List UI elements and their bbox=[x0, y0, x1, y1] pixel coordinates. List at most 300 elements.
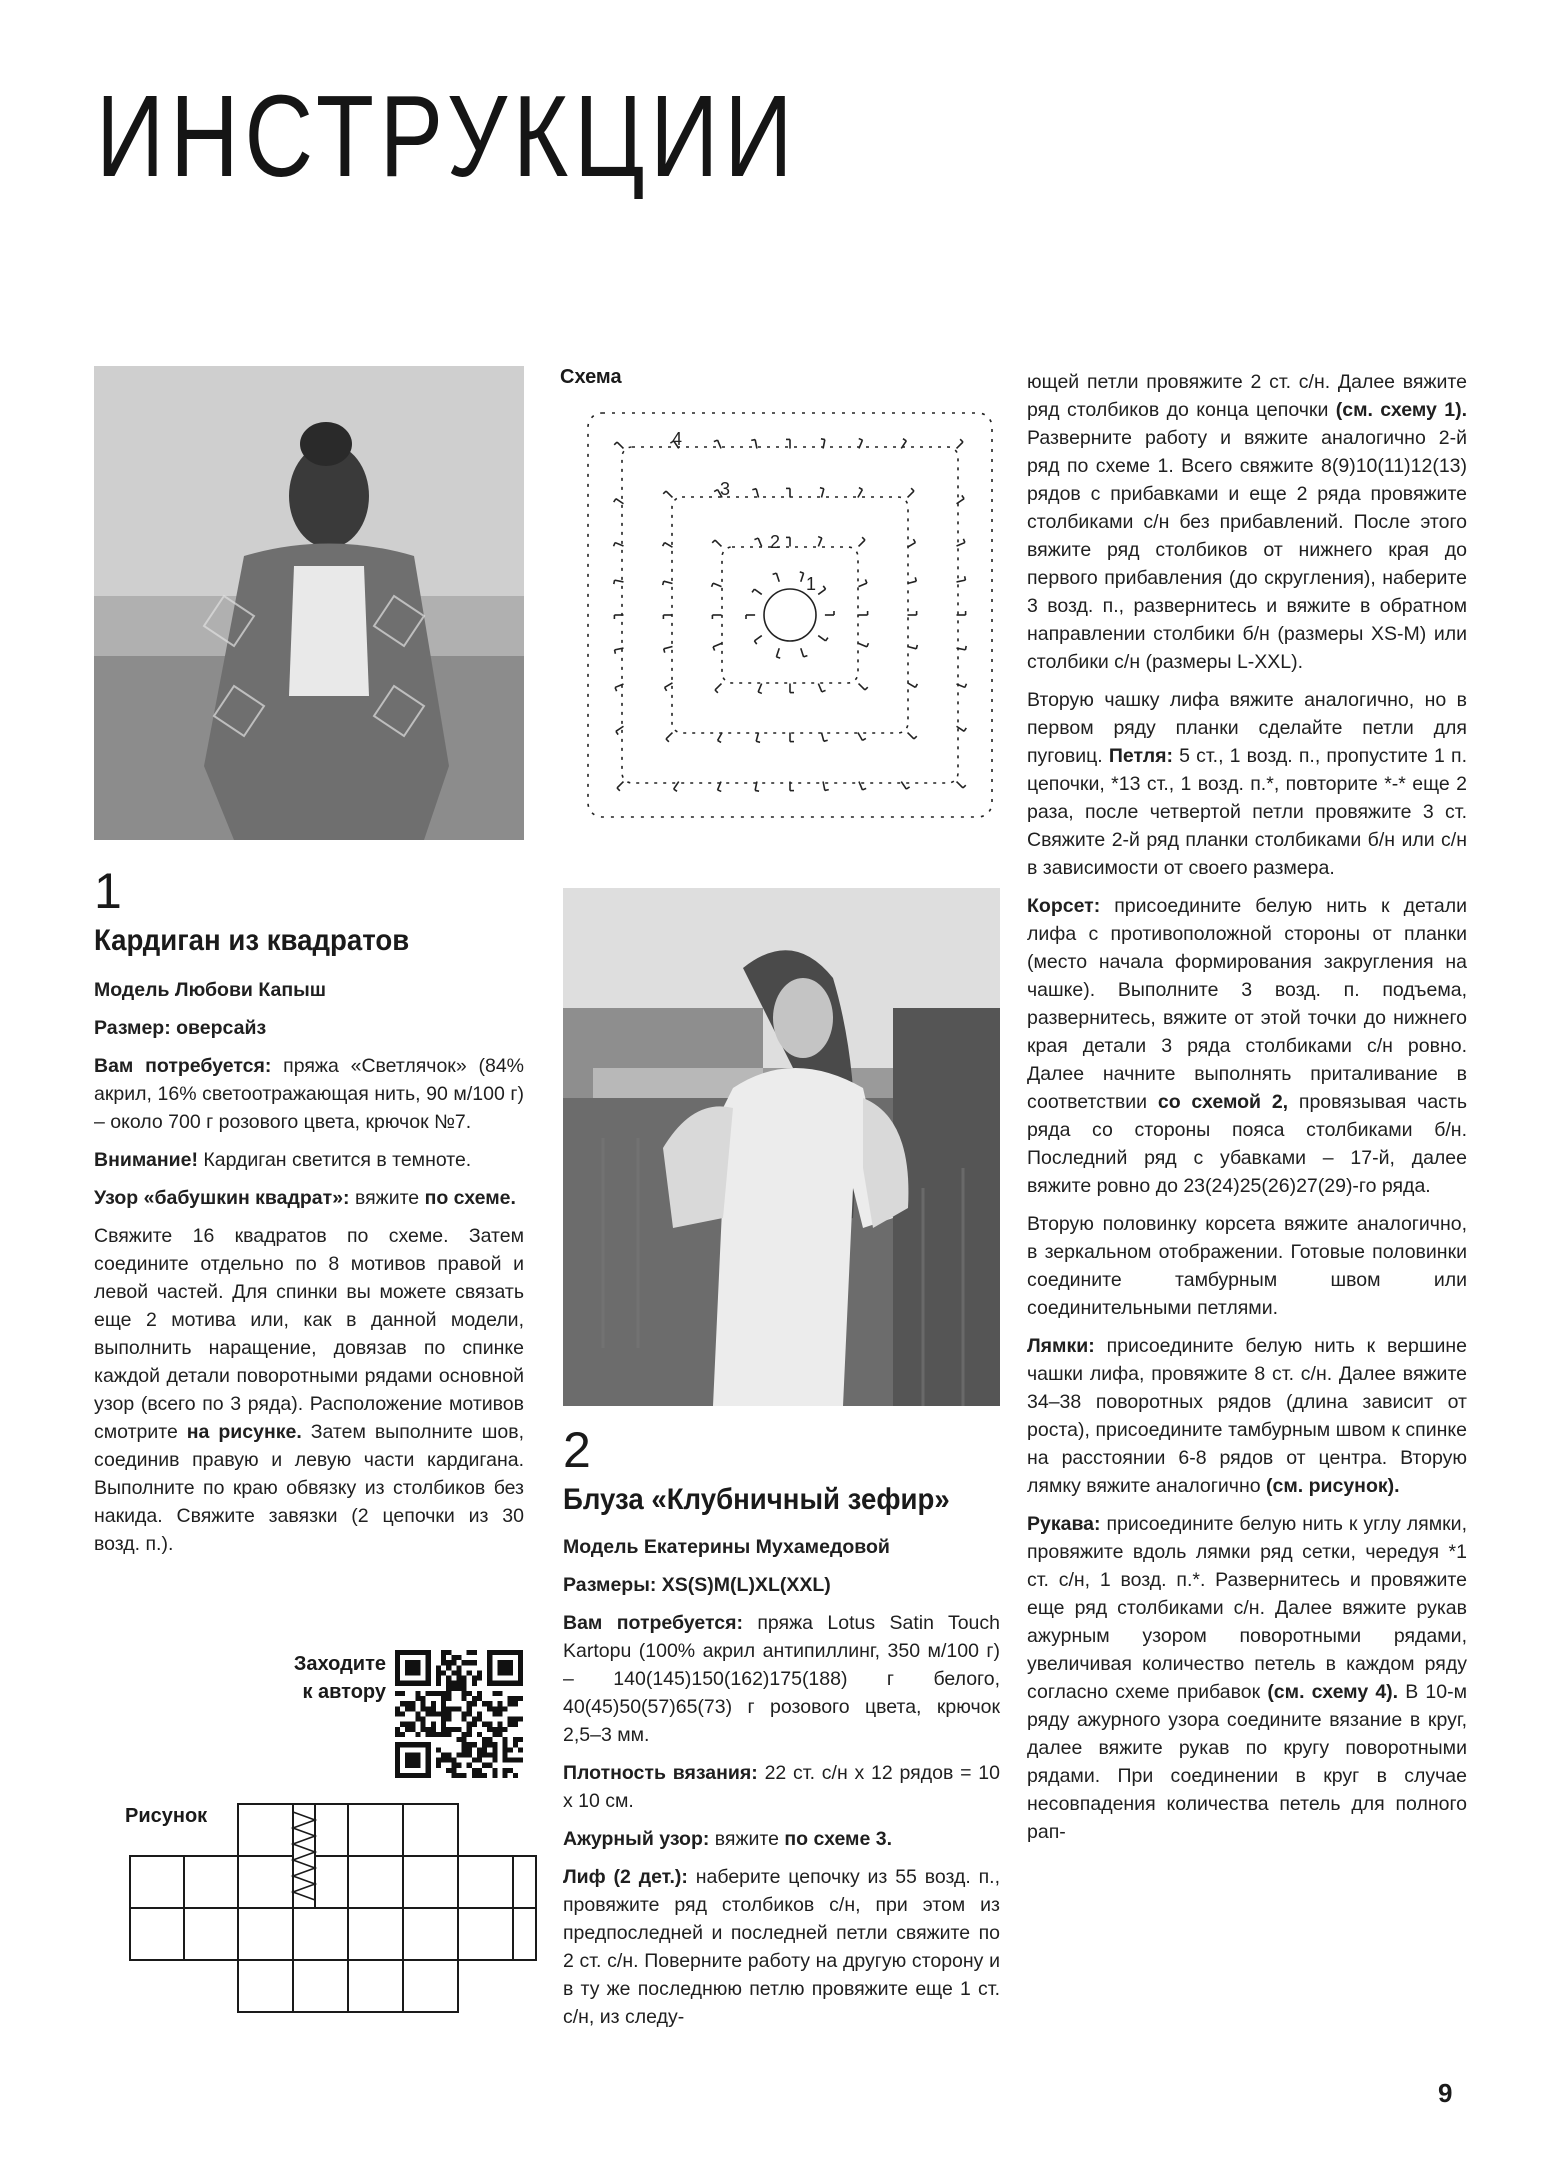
stitch-mark-top bbox=[818, 537, 822, 539]
qr-module bbox=[421, 1717, 426, 1722]
qr-module bbox=[400, 1650, 405, 1655]
qr-module bbox=[426, 1655, 431, 1660]
stitch-mark-top bbox=[804, 656, 808, 657]
figure-label: Рисунок bbox=[125, 1805, 208, 1827]
qr-module bbox=[503, 1742, 508, 1747]
qr-module bbox=[487, 1650, 492, 1655]
qr-module bbox=[431, 1701, 436, 1706]
qr-module bbox=[400, 1773, 405, 1778]
stitch-mark-top bbox=[862, 537, 865, 540]
stitch-mark bbox=[801, 573, 804, 582]
qr-module bbox=[451, 1768, 456, 1773]
qr-module bbox=[482, 1742, 487, 1747]
qr-module bbox=[410, 1742, 415, 1747]
qr-module bbox=[462, 1696, 467, 1701]
project1-warning-label: Внимание! bbox=[94, 1149, 198, 1171]
qr-module bbox=[405, 1742, 410, 1747]
qr-module bbox=[472, 1773, 477, 1778]
stitch-mark-top bbox=[911, 488, 914, 491]
qr-module bbox=[472, 1742, 477, 1747]
col3-p5-label: Лямки: bbox=[1027, 1335, 1095, 1357]
stitch-mark-top bbox=[825, 790, 829, 791]
stitch-mark bbox=[859, 643, 867, 646]
qr-module bbox=[405, 1670, 410, 1675]
round-label-1: 1 bbox=[806, 574, 817, 594]
qr-module bbox=[492, 1691, 497, 1696]
stitch-mark-top bbox=[718, 790, 722, 792]
qr-module bbox=[446, 1660, 451, 1665]
stitch-mark bbox=[908, 646, 917, 648]
qr-module bbox=[451, 1773, 456, 1778]
qr-module bbox=[497, 1732, 502, 1737]
qr-module bbox=[446, 1727, 451, 1732]
qr-module bbox=[492, 1752, 497, 1757]
stitch-mark bbox=[908, 581, 917, 583]
qr-module bbox=[487, 1701, 492, 1706]
qr-module bbox=[446, 1711, 451, 1716]
qr-module bbox=[395, 1732, 400, 1737]
qr-module bbox=[395, 1691, 400, 1696]
qr-module bbox=[472, 1650, 477, 1655]
stitch-mark-top bbox=[754, 641, 756, 644]
qr-module bbox=[436, 1763, 441, 1768]
project1-materials: пряжа «Светлячок» (84% акрил, 16% светоотражающая нить, 90 м/100 г) – около 700 г розового цвета, крючок №7. bbox=[94, 1055, 524, 1133]
qr-module bbox=[472, 1701, 477, 1706]
qr-module bbox=[513, 1742, 518, 1747]
stitch-mark-top bbox=[614, 442, 617, 445]
round-label-4: 4 bbox=[672, 429, 683, 449]
stitch-mark-top bbox=[906, 787, 909, 789]
qr-module bbox=[492, 1711, 497, 1716]
qr-module bbox=[503, 1660, 508, 1665]
qr-module bbox=[421, 1727, 426, 1732]
qr-module bbox=[451, 1706, 456, 1711]
qr-module bbox=[462, 1660, 467, 1665]
stitch-mark bbox=[908, 543, 916, 548]
qr-module bbox=[431, 1732, 436, 1737]
qr-module bbox=[456, 1763, 461, 1768]
stitch-mark bbox=[756, 489, 758, 498]
qr-module bbox=[477, 1717, 482, 1722]
project2-lace-link: по схеме 3. bbox=[784, 1828, 892, 1850]
qr-module bbox=[441, 1670, 446, 1675]
qr-module bbox=[503, 1670, 508, 1675]
project2-bodice: наберите цепочку из 55 возд. п., провяжите ряд столбиков с/н, при этом из предпоследней и последней петли свяжите по 2 ст. с/н. Поверните работу на другую сторону и в ту же последнюю петлю провяжите еще 1 ст. с/н, из следу- bbox=[563, 1866, 1001, 2028]
qr-module bbox=[431, 1722, 436, 1727]
qr-module bbox=[518, 1650, 523, 1655]
qr-module bbox=[492, 1650, 497, 1655]
stitch-mark bbox=[908, 683, 916, 688]
stitch-mark bbox=[754, 589, 761, 594]
qr-module bbox=[492, 1727, 497, 1732]
qr-module bbox=[467, 1706, 472, 1711]
qr-module bbox=[405, 1763, 410, 1768]
qr-module bbox=[508, 1681, 513, 1686]
stitch-mark bbox=[821, 489, 823, 498]
stitch-mark-top bbox=[713, 647, 715, 651]
qr-module bbox=[508, 1665, 513, 1670]
qr-module bbox=[462, 1773, 467, 1778]
qr-module bbox=[472, 1722, 477, 1727]
stitch-mark-top bbox=[963, 539, 965, 543]
stitch-mark-top bbox=[615, 687, 617, 691]
qr-module bbox=[497, 1722, 502, 1727]
stitch-mark-top bbox=[962, 495, 964, 498]
qr-module bbox=[508, 1701, 513, 1706]
qr-module bbox=[436, 1758, 441, 1763]
qr-module bbox=[405, 1758, 410, 1763]
qr-module bbox=[462, 1711, 467, 1716]
stitch-mark-top bbox=[712, 540, 715, 543]
stitch-mark bbox=[758, 538, 761, 546]
qr-module bbox=[395, 1660, 400, 1665]
qr-module bbox=[497, 1650, 502, 1655]
qr-module bbox=[395, 1742, 400, 1747]
qr-module bbox=[497, 1665, 502, 1670]
stitch-mark bbox=[718, 440, 721, 448]
page-title: ИНСТРУКЦИИ bbox=[96, 71, 799, 201]
qr-module bbox=[456, 1655, 461, 1660]
qr-module bbox=[508, 1768, 513, 1773]
qr-module bbox=[441, 1650, 446, 1655]
qr-module bbox=[462, 1686, 467, 1691]
qr-module bbox=[456, 1706, 461, 1711]
qr-module bbox=[410, 1670, 415, 1675]
qr-module bbox=[421, 1773, 426, 1778]
qr-module bbox=[487, 1706, 492, 1711]
qr-module bbox=[436, 1681, 441, 1686]
stitch-mark bbox=[957, 782, 963, 788]
qr-module bbox=[467, 1727, 472, 1732]
qr-module bbox=[472, 1768, 477, 1773]
qr-module bbox=[497, 1706, 502, 1711]
qr-module bbox=[487, 1763, 492, 1768]
qr-module bbox=[487, 1665, 492, 1670]
project1-body-link: на рисунке. bbox=[186, 1421, 302, 1443]
qr-module bbox=[497, 1670, 502, 1675]
qr-module bbox=[508, 1650, 513, 1655]
col3-p2-b: 5 ст., 1 возд. п., пропустите 1 п. цепочки, *13 ст., 1 возд. п.*, повторите *-* еще 2 раза, после четвертой петли провяжите 3 ст. Свяжите 2-й ряд планки столбиками б/н или с/н в зависимости от своего размера. bbox=[1027, 745, 1468, 879]
project1-text bbox=[94, 976, 524, 1568]
qr-module bbox=[410, 1763, 415, 1768]
qr-module bbox=[441, 1758, 446, 1763]
qr-module bbox=[410, 1660, 415, 1665]
qr-module bbox=[492, 1742, 497, 1747]
project2-lace-text: вяжите bbox=[714, 1828, 779, 1850]
stitch-mark bbox=[823, 440, 825, 449]
qr-module bbox=[395, 1773, 400, 1778]
qr-module bbox=[492, 1773, 497, 1778]
project1-model: Модель Любови Капыш bbox=[94, 979, 327, 1001]
stitch-mark bbox=[859, 540, 865, 546]
qr-module bbox=[415, 1665, 420, 1670]
qr-module bbox=[462, 1752, 467, 1757]
qr-module bbox=[421, 1742, 426, 1747]
qr-module bbox=[426, 1650, 431, 1655]
motif-layout-figure bbox=[128, 1802, 538, 2026]
qr-module bbox=[426, 1665, 431, 1670]
project1-pattern-label: Узор «бабушкин квадрат»: bbox=[94, 1187, 350, 1209]
stitch-mark-top bbox=[823, 586, 825, 589]
qr-module bbox=[513, 1758, 518, 1763]
qr-module bbox=[395, 1763, 400, 1768]
qr-module bbox=[410, 1681, 415, 1686]
qr-module bbox=[487, 1655, 492, 1660]
stitch-mark-top bbox=[914, 736, 917, 739]
stitch-mark bbox=[756, 733, 758, 742]
project1-body-b: Затем выполните шов, соединив правую и левую части кардигана. Выполните по краю обвязку из столбиков без накида. Свяжите завязки (2 цепочки из 30 возд. п.). bbox=[94, 1421, 525, 1555]
stitch-mark-top bbox=[820, 488, 824, 489]
qr-module bbox=[451, 1670, 456, 1675]
qr-module bbox=[410, 1722, 415, 1727]
col3-p3-label: Корсет: bbox=[1027, 895, 1101, 917]
qr-module bbox=[508, 1722, 513, 1727]
project2-gauge-label: Плотность вязания: bbox=[563, 1762, 758, 1784]
stitch-mark-top bbox=[862, 788, 866, 790]
qr-module bbox=[395, 1768, 400, 1773]
qr-module bbox=[446, 1758, 451, 1763]
stitch-mark-top bbox=[915, 684, 917, 687]
qr-module bbox=[472, 1676, 477, 1681]
qr-module bbox=[426, 1676, 431, 1681]
stitch-mark-top bbox=[965, 646, 966, 650]
stitch-mark bbox=[754, 636, 761, 641]
qr-module bbox=[441, 1691, 446, 1696]
qr-module bbox=[395, 1655, 400, 1660]
qr-module bbox=[467, 1742, 472, 1747]
qr-module bbox=[503, 1737, 508, 1742]
qr-module bbox=[441, 1727, 446, 1732]
qr-module bbox=[415, 1681, 420, 1686]
project2-sizes: Размеры: XS(S)M(L)XL(XXL) bbox=[563, 1574, 831, 1596]
qr-module bbox=[513, 1717, 518, 1722]
stitch-mark bbox=[758, 684, 761, 692]
qr-caption-line2: к автору bbox=[302, 1681, 386, 1703]
stitch-mark-top bbox=[776, 657, 780, 658]
qr-module bbox=[492, 1747, 497, 1752]
project2-materials-label: Вам потребуется: bbox=[563, 1612, 743, 1634]
project2-lace-label: Ажурный узор: bbox=[563, 1828, 710, 1850]
stitch-mark-top bbox=[617, 788, 620, 791]
col3-p1-a: ющей петли провяжите 2 ст. с/н. Далее вяжите ряд столбиков до конца цепочки bbox=[1027, 371, 1467, 421]
qr-module bbox=[400, 1681, 405, 1686]
qr-module bbox=[487, 1676, 492, 1681]
stitch-mark bbox=[776, 648, 779, 657]
qr-module bbox=[415, 1660, 420, 1665]
stitch-mark bbox=[858, 490, 863, 498]
qr-module bbox=[503, 1727, 508, 1732]
qr-module bbox=[436, 1670, 441, 1675]
qr-module bbox=[405, 1773, 410, 1778]
qr-module bbox=[446, 1706, 451, 1711]
qr-module bbox=[503, 1681, 508, 1686]
qr-module bbox=[446, 1717, 451, 1722]
qr-module bbox=[421, 1706, 426, 1711]
stitch-mark-top bbox=[865, 687, 868, 690]
qr-module bbox=[400, 1711, 405, 1716]
qr-module bbox=[467, 1711, 472, 1716]
stitch-mark bbox=[957, 543, 965, 546]
stitch-mark bbox=[801, 648, 804, 657]
qr-module bbox=[395, 1752, 400, 1757]
qr-caption-line1: Заходите bbox=[293, 1653, 386, 1675]
qr-module bbox=[395, 1706, 400, 1711]
stitch-mark-top bbox=[614, 580, 615, 584]
qr-module bbox=[467, 1732, 472, 1737]
qr-module bbox=[462, 1742, 467, 1747]
qr-module bbox=[467, 1670, 472, 1675]
qr-module bbox=[518, 1665, 523, 1670]
col3-p6-label: Рукава: bbox=[1027, 1513, 1101, 1535]
qr-module bbox=[421, 1722, 426, 1727]
qr-module bbox=[462, 1676, 467, 1681]
qr-module bbox=[467, 1752, 472, 1757]
stitch-mark bbox=[713, 583, 721, 586]
qr-module bbox=[415, 1650, 420, 1655]
qr-module bbox=[415, 1691, 420, 1696]
stitch-mark-top bbox=[965, 684, 967, 688]
col3-p2-a: Вторую чашку лифа вяжите аналогично, но в первом ряду планки сделайте петли для пуговиц. bbox=[1027, 689, 1467, 767]
stitch-mark bbox=[616, 499, 624, 504]
qr-module bbox=[518, 1655, 523, 1660]
qr-module bbox=[441, 1660, 446, 1665]
qr-module bbox=[518, 1717, 523, 1722]
stitch-mark-top bbox=[666, 739, 669, 742]
stitch-mark bbox=[666, 733, 672, 739]
project2-model: Модель Екатерины Мухамедовой bbox=[563, 1536, 890, 1558]
stitch-mark-top bbox=[665, 687, 667, 690]
qr-module bbox=[472, 1681, 477, 1686]
qr-module bbox=[513, 1696, 518, 1701]
qr-module bbox=[487, 1727, 492, 1732]
project1-number: 1 bbox=[94, 863, 122, 919]
stitch-mark-top bbox=[758, 692, 762, 694]
qr-module bbox=[482, 1763, 487, 1768]
qr-module bbox=[456, 1665, 461, 1670]
stitch-mark-top bbox=[964, 728, 966, 731]
qr-module bbox=[497, 1701, 502, 1706]
qr-module bbox=[405, 1752, 410, 1757]
stitch-mark-top bbox=[915, 577, 916, 581]
qr-module bbox=[513, 1737, 518, 1742]
qr-module bbox=[436, 1676, 441, 1681]
crochet-scheme bbox=[580, 405, 1000, 825]
qr-module bbox=[446, 1686, 451, 1691]
stitch-mark bbox=[776, 573, 779, 582]
qr-module bbox=[518, 1660, 523, 1665]
project1-pattern-text: вяжите bbox=[354, 1187, 420, 1209]
project2-bodice-label: Лиф (2 дет.): bbox=[563, 1866, 688, 1888]
col3-p1-b: Разверните работу и вяжите аналогично 2-й ряд по схеме 1. Всего свяжите 8(9)10(11)12(13) рядов с прибавками и еще 2 ряда провяжите столбиками с/н без прибавлений. После этого вяжите ряд столбиков от нижнего края до первого прибавления (до скругления), наберите 3 возд. п., развернитесь и вяжите в обратном направлении столбики б/н (размеры XS-M) или столбики с/н (размеры L-XXL). bbox=[1027, 427, 1467, 673]
stitch-mark-top bbox=[616, 731, 618, 734]
qr-module bbox=[482, 1737, 487, 1742]
qr-module bbox=[426, 1706, 431, 1711]
qr-module bbox=[456, 1727, 461, 1732]
stitch-mark-top bbox=[715, 690, 718, 693]
qr-module bbox=[410, 1752, 415, 1757]
qr-module bbox=[456, 1686, 461, 1691]
page-number: 9 bbox=[1438, 2078, 1453, 2108]
stitch-mark-top bbox=[714, 490, 717, 492]
qr-module bbox=[395, 1747, 400, 1752]
stitch-mark bbox=[664, 581, 673, 583]
qr-module bbox=[421, 1696, 426, 1701]
qr-module bbox=[503, 1773, 508, 1778]
scheme-label: Схема bbox=[560, 366, 622, 388]
qr-module bbox=[410, 1727, 415, 1732]
qr-module bbox=[503, 1752, 508, 1757]
project2-materials: пряжа Lotus Satin Touch Kartopu (100% акрил антипиллинг, 350 м/100 г) – 140(145)150(162)175(188) г белого, 40(45)50(57)65(73) г розового цвета, крючок 2,5–3 мм. bbox=[563, 1612, 1000, 1746]
qr-module bbox=[482, 1747, 487, 1752]
qr-module bbox=[497, 1681, 502, 1686]
qr-module bbox=[436, 1711, 441, 1716]
qr-module bbox=[415, 1742, 420, 1747]
qr-module bbox=[451, 1727, 456, 1732]
col3-p6-b: В 10-м ряду ажурного узора соедините вязание в круг, далее вяжите рукав по кругу поворотными рядами. При соединении в круг в случае несовпадения количества петель для полного рап- bbox=[1027, 1681, 1468, 1843]
qr-module bbox=[467, 1763, 472, 1768]
stitch-mark bbox=[858, 733, 863, 741]
qr-module bbox=[446, 1768, 451, 1773]
stitch-mark-top bbox=[960, 439, 963, 442]
qr-module bbox=[497, 1691, 502, 1696]
project1-size: Размер: оверсайз bbox=[94, 1017, 267, 1039]
stitch-mark bbox=[818, 589, 825, 594]
qr-module bbox=[487, 1742, 492, 1747]
stitch-mark-top bbox=[754, 538, 758, 540]
qr-module bbox=[400, 1722, 405, 1727]
qr-module bbox=[456, 1676, 461, 1681]
stitch-mark-top bbox=[859, 439, 863, 441]
qr-module bbox=[395, 1711, 400, 1716]
qr-code[interactable] bbox=[395, 1650, 523, 1778]
qr-module bbox=[395, 1665, 400, 1670]
qr-module bbox=[451, 1686, 456, 1691]
cardigan-photo bbox=[94, 366, 524, 840]
qr-module bbox=[477, 1747, 482, 1752]
qr-module bbox=[503, 1650, 508, 1655]
qr-module bbox=[441, 1701, 446, 1706]
qr-module bbox=[415, 1696, 420, 1701]
stitch-mark-top bbox=[903, 439, 906, 441]
qr-module bbox=[415, 1732, 420, 1737]
qr-module bbox=[487, 1737, 492, 1742]
qr-module bbox=[426, 1711, 431, 1716]
qr-module bbox=[508, 1758, 513, 1763]
stitch-mark-top bbox=[916, 645, 917, 649]
stitch-mark bbox=[908, 733, 914, 739]
project2-gauge: 22 ст. с/н х 12 рядов = 10 х 10 см. bbox=[563, 1762, 1000, 1812]
qr-module bbox=[426, 1732, 431, 1737]
qr-module bbox=[395, 1676, 400, 1681]
stitch-mark-top bbox=[663, 491, 666, 494]
qr-module bbox=[477, 1758, 482, 1763]
qr-module bbox=[477, 1670, 482, 1675]
qr-module bbox=[426, 1773, 431, 1778]
qr-module bbox=[421, 1650, 426, 1655]
qr-module bbox=[503, 1706, 508, 1711]
qr-module bbox=[513, 1722, 518, 1727]
qr-module bbox=[518, 1758, 523, 1763]
qr-module bbox=[426, 1660, 431, 1665]
col3-p5-link: (см. рисунок). bbox=[1265, 1475, 1400, 1497]
qr-module bbox=[405, 1706, 410, 1711]
stitch-mark bbox=[908, 491, 914, 497]
stitch-mark-top bbox=[674, 789, 677, 791]
qr-module bbox=[462, 1681, 467, 1686]
qr-module bbox=[405, 1665, 410, 1670]
qr-module bbox=[405, 1701, 410, 1706]
qr-module bbox=[503, 1747, 508, 1752]
